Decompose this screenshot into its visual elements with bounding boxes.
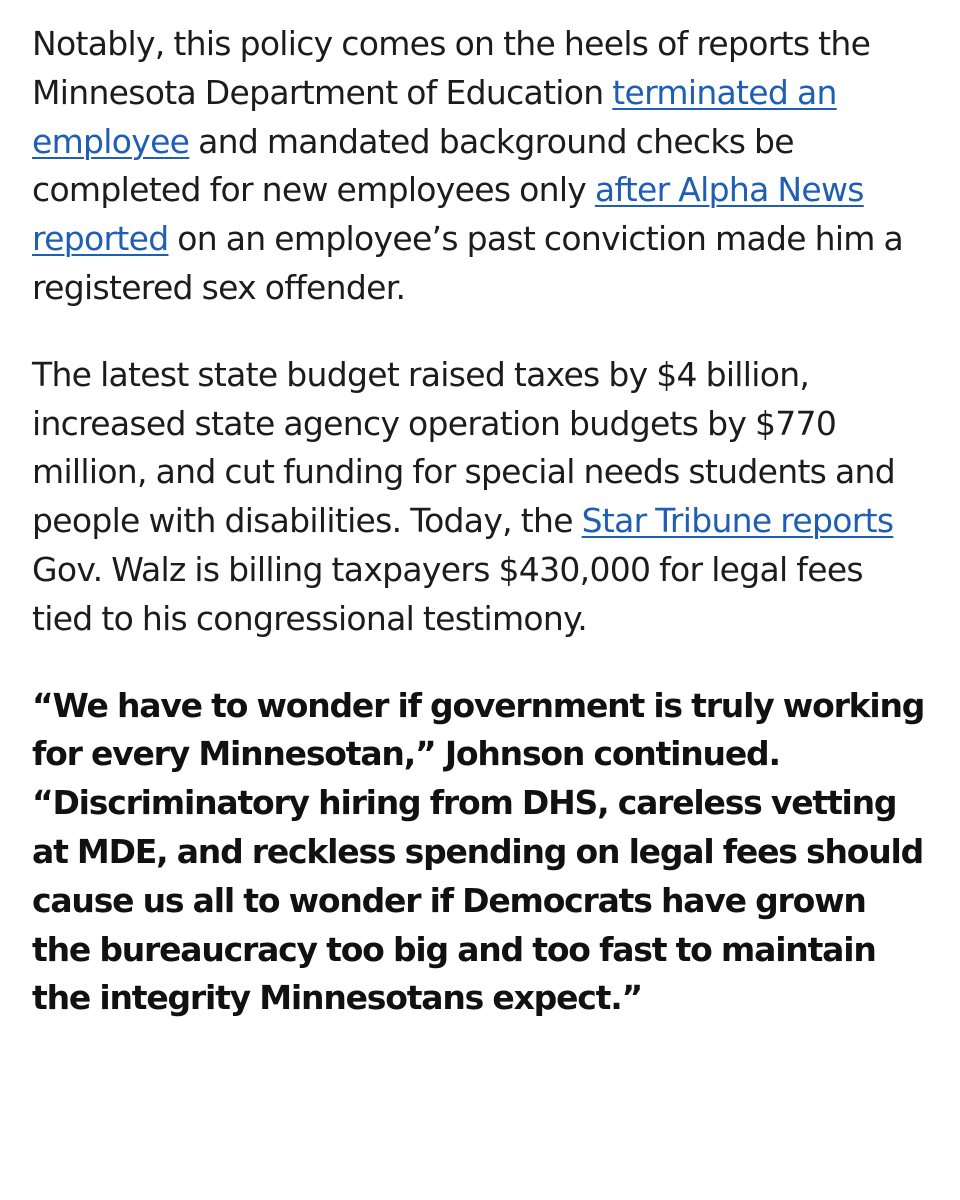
article-body bbox=[32, 20, 932, 1061]
paragraph-text: Notably, this policy comes on the heels of reports the Minnesota Department of Education bbox=[32, 24, 871, 112]
paragraph-text: on an employee’s past conviction made him a registered sex offender. bbox=[32, 219, 904, 307]
paragraph-text: Gov. Walz is billing taxpayers $430,000 for legal fees tied to his congressional testimony. bbox=[32, 549, 863, 638]
paragraph-text: and mandated background checks be completed for new employees only bbox=[32, 121, 794, 210]
paragraph-text: The latest state budget raised taxes by $4 billion, increased state agency operation budgets by $770 million, and cut funding for special needs students and people with disabilities. Today, the bbox=[32, 354, 895, 541]
link-terminated-employee[interactable]: terminated an employee bbox=[32, 72, 837, 161]
link-star-tribune-report[interactable]: Star Tribune reports bbox=[581, 501, 894, 541]
link-alpha-news-report[interactable]: after Alpha News reported bbox=[32, 170, 864, 259]
paragraph-johnson-quote: “We have to wonder if government is truly working for every Minnesotan,” Johnson continued. “Discriminatory hiring from DHS, careless vetting at MDE, and reckless spending on legal fees should cause us all to wonder if Democrats have grown the bureaucracy too big and too fast to maintain the integrity Minnesotans expect.” bbox=[32, 685, 925, 1018]
paragraph-mde-report bbox=[32, 20, 932, 313]
paragraph-state-budget bbox=[32, 351, 932, 644]
